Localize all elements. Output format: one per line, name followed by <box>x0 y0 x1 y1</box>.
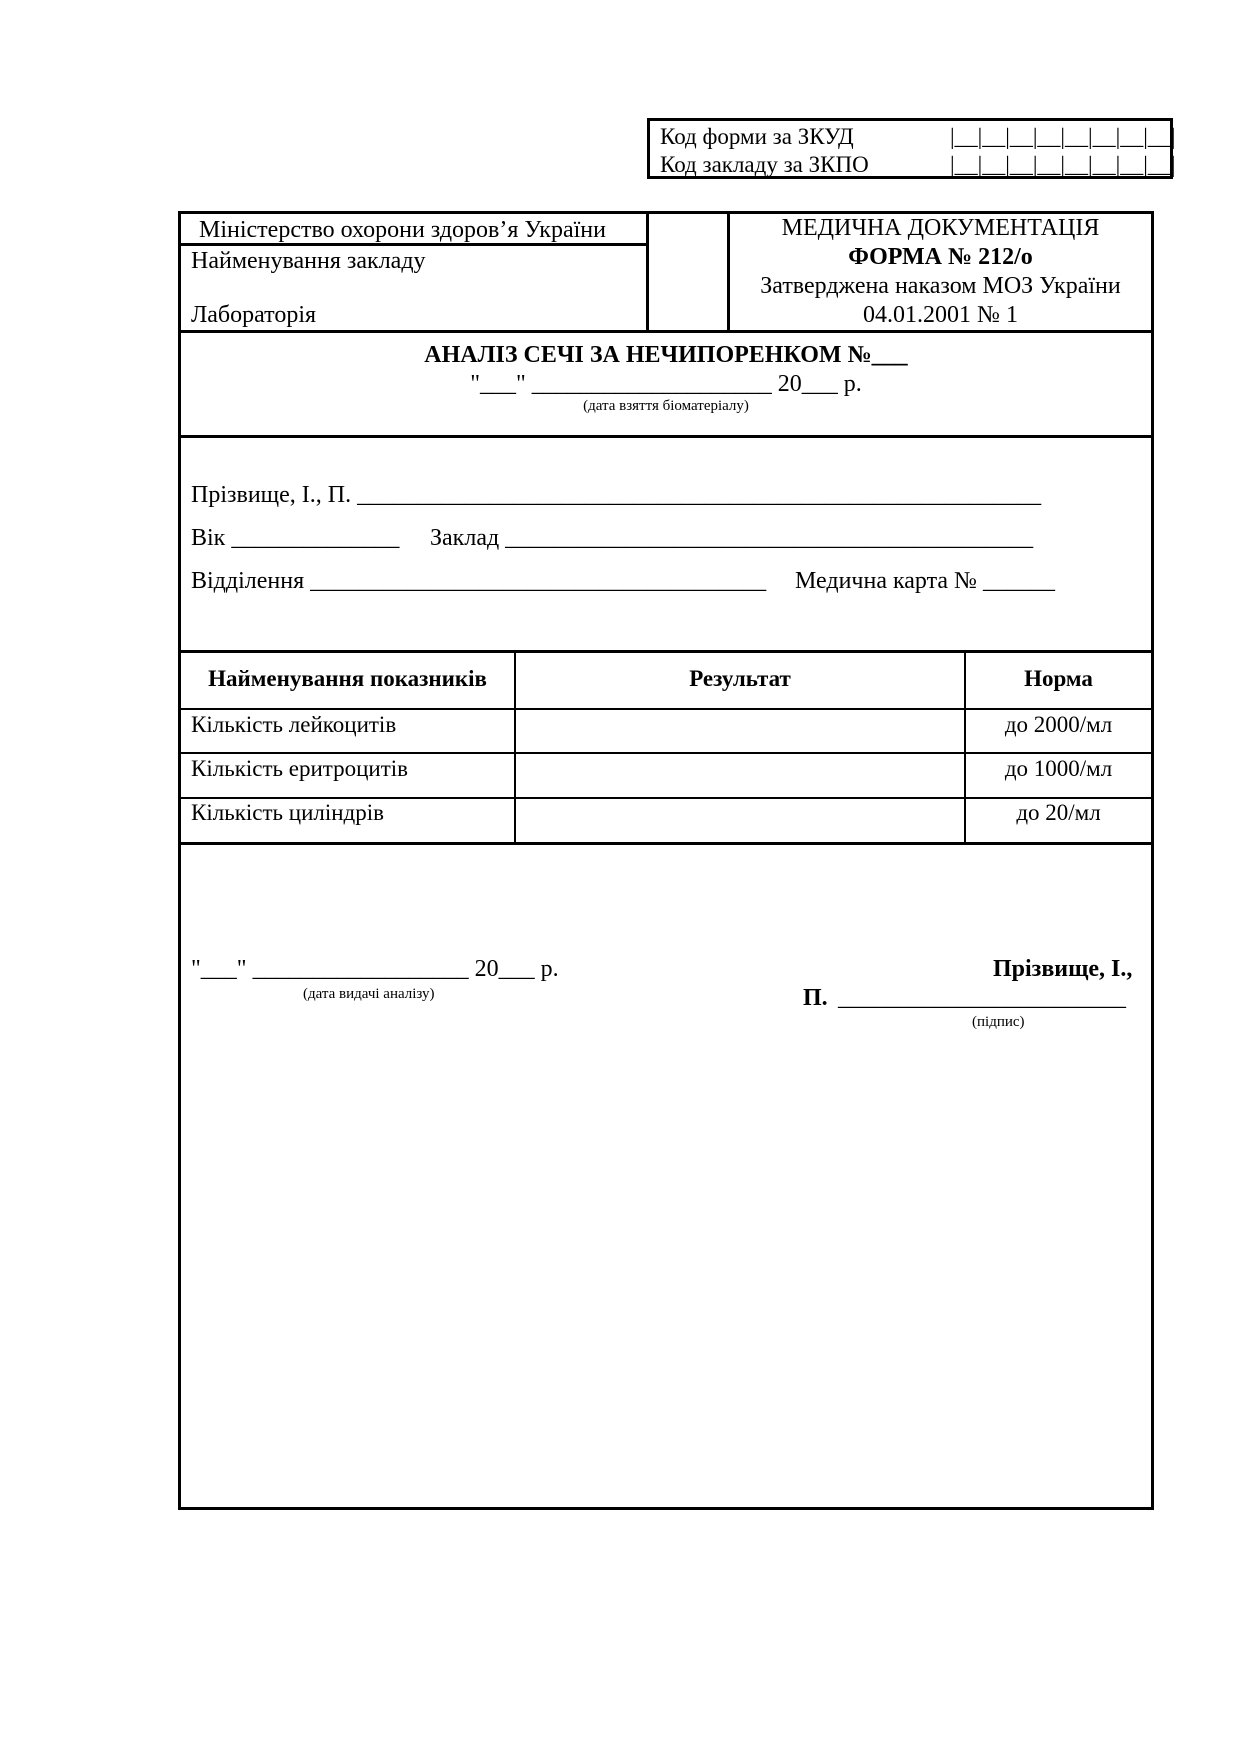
zkud-label: Код форми за ЗКУД <box>660 124 854 149</box>
table-header-line <box>181 708 1151 710</box>
analysis-title: АНАЛІЗ СЕЧІ ЗА НЕЧИПОРЕНКОМ №___ <box>424 342 908 368</box>
ministry-name: Міністерство охорони здоров’я України <box>199 217 606 243</box>
sample-date-line[interactable]: "___" ____________________ 20___ р. <box>470 371 862 397</box>
sample-date-caption: (дата взяття біоматеріалу) <box>583 398 749 414</box>
patient-name-field[interactable]: Прізвище, І., П. _________________________________________________________ <box>191 482 1042 508</box>
zkpo-code-cells[interactable]: |__|__|__|__|__|__|__|__| <box>950 152 1176 177</box>
header-divider-left <box>646 214 649 330</box>
issue-date-caption: (дата видачі аналізу) <box>303 986 435 1002</box>
patient-institution-field[interactable]: Заклад ____________________________________________ <box>430 525 1034 551</box>
row-cylinders-norm: до 20/мл <box>1016 800 1101 825</box>
row-cylinders-name: Кількість циліндрів <box>191 800 385 825</box>
row-leukocytes-norm: до 2000/мл <box>1004 712 1113 737</box>
institution-label[interactable]: Найменування закладу <box>191 248 426 274</box>
medical-card-field[interactable]: Медична карта № ______ <box>795 568 1055 594</box>
col-header-norm: Норма <box>1024 666 1093 691</box>
laboratory-label[interactable]: Лабораторія <box>191 302 317 328</box>
table-bottom-line <box>181 842 1151 845</box>
form-number: ФОРМА № 212/о <box>848 244 1033 270</box>
patient-bottom-line <box>181 650 1151 653</box>
table-row-line-1 <box>181 752 1151 754</box>
zkpo-label: Код закладу за ЗКПО <box>660 152 869 177</box>
form-codes-box <box>647 118 1176 179</box>
table-row-line-2 <box>181 797 1151 799</box>
row-leukocytes-name: Кількість лейкоцитів <box>191 712 397 737</box>
patient-age-field[interactable]: Вік ______________ <box>191 525 400 551</box>
signer-name-label-line1: Прізвище, І., <box>993 956 1133 982</box>
form-frame <box>178 211 1154 1510</box>
col-header-indicator: Найменування показників <box>208 666 487 691</box>
signature-field[interactable]: ________________________ <box>838 985 1126 1011</box>
row-erythrocytes-name: Кількість еритроцитів <box>191 756 409 781</box>
col-header-result: Результат <box>689 666 791 691</box>
row-erythrocytes-norm: до 1000/мл <box>1004 756 1113 781</box>
approval-order: Затверджена наказом МОЗ України <box>760 273 1121 299</box>
title-bottom-line <box>181 435 1151 438</box>
approval-date: 04.01.2001 № 1 <box>863 302 1018 328</box>
zkud-code-cells[interactable]: |__|__|__|__|__|__|__|__| <box>950 124 1176 149</box>
signer-name-label-line2: П. <box>803 985 828 1011</box>
department-field[interactable]: Відділення ______________________________________ <box>191 568 767 594</box>
header-bottom-line <box>181 330 1151 333</box>
doc-type: МЕДИЧНА ДОКУМЕНТАЦІЯ <box>781 215 1100 241</box>
signature-caption: (підпис) <box>972 1014 1025 1030</box>
issue-date-line[interactable]: "___" __________________ 20___ р. <box>191 956 559 982</box>
